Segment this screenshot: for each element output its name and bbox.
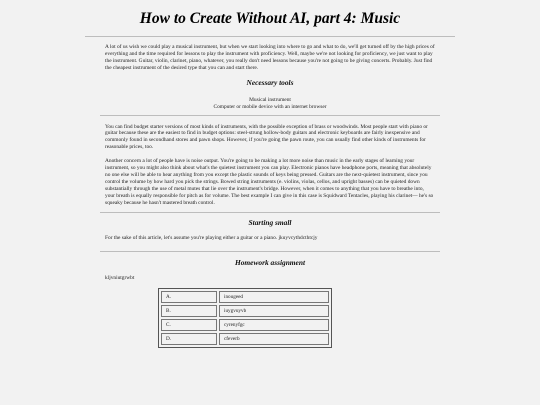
table-cell-letter: A. [161, 291, 217, 303]
body-paragraph: Another concern a lot of people have is noise output. You're going to be making a lot more noise than music in the early stages of learning your instrument, so you might also think about what's the quietest instrument you can play. Electronic pianos have headphone ports, meaning that absolutely no one else will be able to hear anything from you except the plastic sounds of keys being pressed. Guitars are the next-quietest instrument, since you control the volume by how hard you pick the strings. Bowed string instruments (e. violins, violas, cellos, and upright basses) can be quieted down substantially through the use of metal mutes that lie over the instrument's bridge. However, when it comes to anything that you have to breathe into, your breath is equally responsible for pitch as for volume. The best example I can give in this case is Squidward Tentacles, playing his clarinet— he's so squeaky because he hasn't mastered breath control. [105, 158, 434, 206]
tool-item: Musical instrument [249, 96, 291, 103]
homework-text: kljvniutgrwbt [105, 275, 135, 282]
article-body [105, 44, 435, 111]
tools-heading: Necessary tools [246, 77, 294, 87]
tool-item: Computer or mobile device with an internet browser [213, 103, 327, 110]
body-paragraph: You can find budget starter versions of most kinds of instruments, with the possible exception of brass or woodwinds. Most people start with piano or guitar because these are the easiest to find in budget options: steel-strung hollow-body guitars and electronic keyboards are fairly inexpensive and commonly found in secondhand stores and pawn shops. However, if you're going the pawn route, you can usually find other kinds of instruments for reasonable prices, too. [105, 123, 428, 151]
table-row [161, 291, 329, 303]
table-row [161, 319, 329, 331]
table-cell-letter: D. [161, 333, 217, 345]
article-body-continued [105, 124, 435, 207]
section-divider [100, 115, 440, 116]
page-title: How to Create Without AI, part 4: Music [139, 10, 401, 27]
section-divider [100, 212, 440, 213]
table-cell-word: inougeed [219, 291, 329, 303]
starting-heading: Starting small [248, 217, 292, 227]
title-divider [85, 36, 455, 37]
table-cell-letter: B. [161, 305, 217, 317]
homework-heading: Homework assignment [234, 258, 306, 268]
table-cell-letter: C. [161, 319, 217, 331]
starting-section [105, 217, 435, 243]
table-row [161, 305, 329, 317]
table-row [161, 333, 329, 345]
table-cell-word: cyrenyfgc [219, 319, 329, 331]
tools-list [105, 97, 435, 111]
section-divider [100, 251, 440, 252]
intro-paragraph: A lot of us wish we could play a musical instrument, but when we start looking into where to go and what to do, we'll get turned off by the high prices of everything and the time required for lessons to play the instrument with proficiency. Well, maybe we're not looking for proficiency, we just want to play the instrument. Guitar, violin, clarinet, piano, whatever, you really don't need lessons because you're not going to be giving concerts. Probably. Just find the cheapest instrument of the desired type that you can and start there. [105, 44, 435, 71]
homework-section [105, 260, 435, 348]
table-cell-word: iuygvuyvb [219, 305, 329, 317]
homework-table [158, 288, 332, 348]
starting-text: For the sake of this article, let's assume you're playing either a guitar or a piano. jkuyvcythdcthtcjy [105, 235, 318, 242]
table-cell-word: cfeverb [219, 333, 329, 345]
